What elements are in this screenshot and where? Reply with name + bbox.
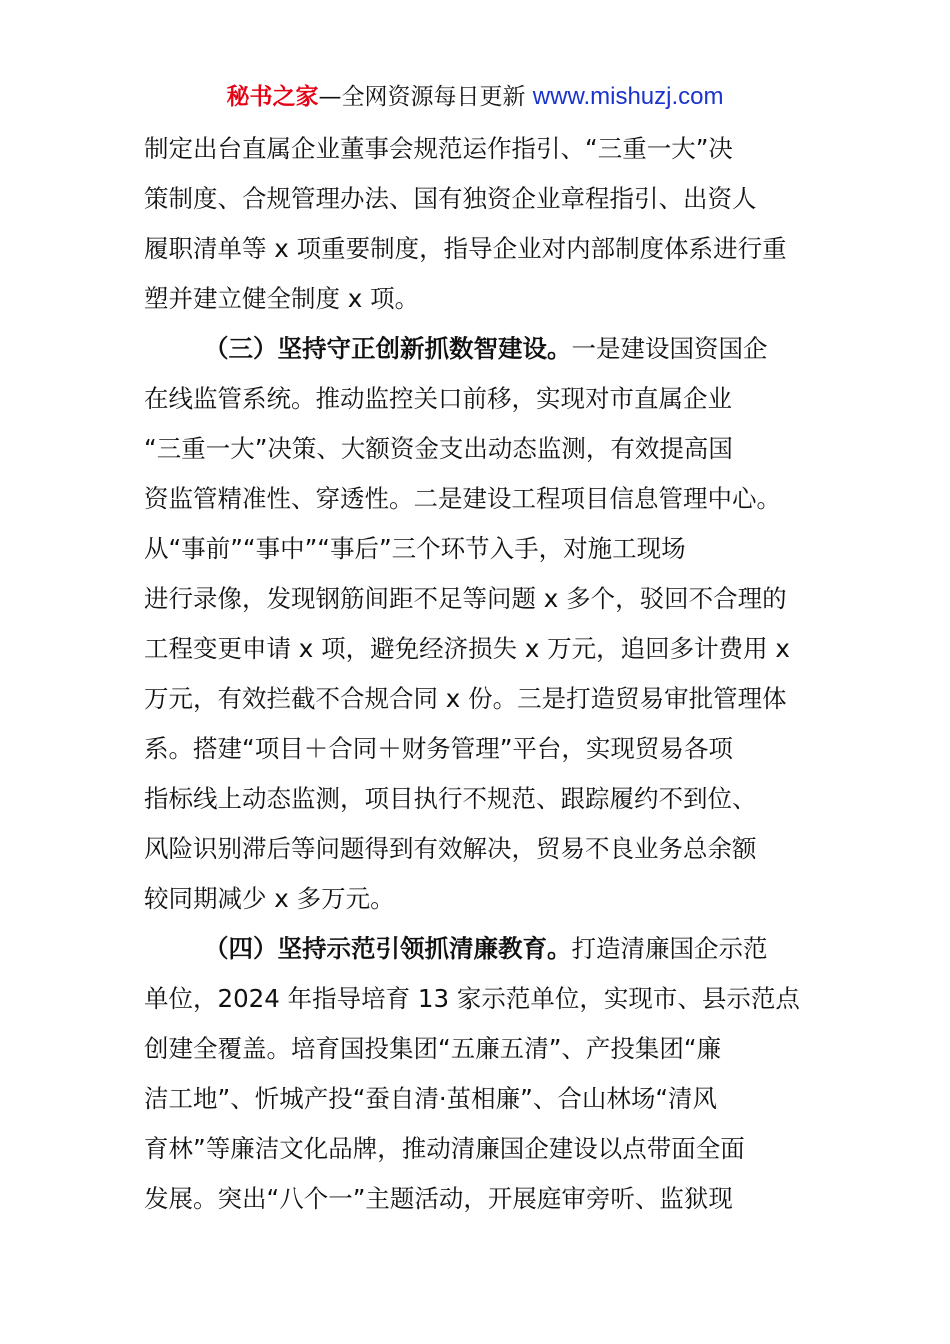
site-url-link[interactable]: www.mishuzj.com	[532, 83, 724, 110]
site-header	[0, 80, 950, 114]
section-heading-line: （四）坚持示范引领抓清廉教育。打造清廉国企示范	[204, 934, 768, 963]
text-line: 从“事前”“事中”“事后”三个环节入手，对施工现场	[144, 534, 686, 563]
text-line: 系。搭建“项目＋合同＋财务管理”平台，实现贸易各项	[144, 734, 733, 763]
text-line: 创建全覆盖。培育国投集团“五廉五清”、产投集团“廉	[144, 1034, 722, 1063]
text-line: 资监管精准性、穿透性。二是建设工程项目信息管理中心。	[144, 484, 781, 513]
text-line: 塑并建立健全制度 x 项。	[144, 284, 420, 313]
section-heading: （三）坚持守正创新抓数智建设。	[204, 334, 572, 363]
document-body	[144, 124, 806, 1224]
text-line: 指标线上动态监测，项目执行不规范、跟踪履约不到位、	[144, 784, 757, 813]
text-line: 履职清单等 x 项重要制度，指导企业对内部制度体系进行重	[144, 234, 787, 263]
text-line: 较同期减少 x 多万元。	[144, 884, 395, 913]
text-line: “三重一大”决策、大额资金支出动态监测，有效提高国	[144, 434, 733, 463]
text-line: 进行录像，发现钢筋间距不足等问题 x 多个，驳回不合理的	[144, 584, 787, 613]
section-heading-line: （三）坚持守正创新抓数智建设。一是建设国资国企	[204, 334, 768, 363]
text-line: 育林”等廉洁文化品牌，推动清廉国企建设以点带面全面	[144, 1134, 745, 1163]
site-brand: 秘书之家	[226, 84, 319, 110]
text-line: 在线监管系统。推动监控关口前移，实现对市直属企业	[144, 384, 732, 413]
text-line: 洁工地”、忻城产投“蚕自清·茧相廉”、合山林场“清风	[144, 1084, 718, 1113]
text-line: 策制度、合规管理办法、国有独资企业章程指引、出资人	[144, 184, 757, 213]
text-line: 风险识别滞后等问题得到有效解决，贸易不良业务总余额	[144, 834, 757, 863]
text-line: 制定出台直属企业董事会规范运作指引、“三重一大”决	[144, 134, 733, 163]
text-line: 发展。突出“八个一”主题活动，开展庭审旁听、监狱现	[144, 1184, 733, 1213]
site-tagline: —全网资源每日更新	[318, 84, 533, 110]
text-line: 单位，2024 年指导培育 13 家示范单位，实现市、县示范点	[144, 984, 800, 1013]
text-line: 工程变更申请 x 项，避免经济损失 x 万元，追回多计费用 x	[144, 634, 790, 663]
section-heading: （四）坚持示范引领抓清廉教育。	[204, 934, 572, 963]
text-line: 万元，有效拦截不合规合同 x 份。三是打造贸易审批管理体	[144, 684, 787, 713]
